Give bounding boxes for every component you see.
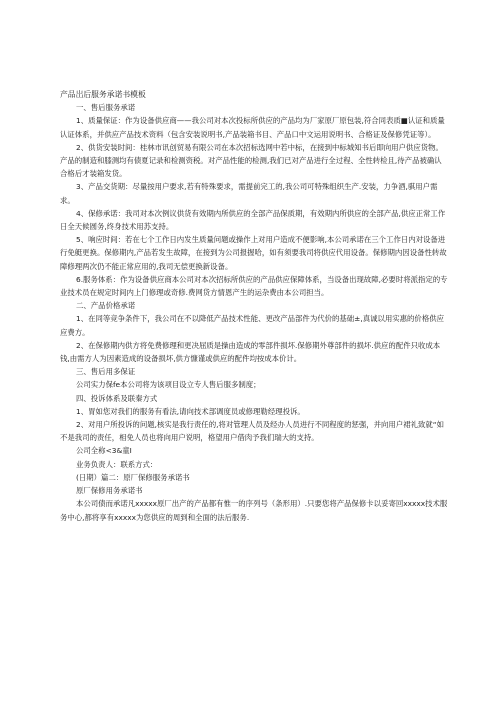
section-heading-complaints: 四、投诉体系及联秦方式 bbox=[76, 393, 158, 403]
paragraph-oem-warranty: 本公司债而承诺凡xxxxx原厂出产的产品都有惟一的序列号（条形用）.只要您将产品保修卡以妥寄回xxxxx技术服务中心,都将享有xxxxx为您供应的周到和全面的法后服务. bbox=[60, 499, 448, 522]
document-title: 产品岀后服务承诺书模板 bbox=[60, 90, 146, 99]
company-name-line: 公司全称<3&童I bbox=[76, 446, 132, 456]
paragraph-response-time: 5、响应时间：若在七个工作日内发生质量问题或操作上对用户造成不便影响,本公司承诺在三个工作日内对设备进行免艇更换。保修期内,产品若发生故障，在接到为公司报握哈，如有须要我司将供应代用设备。保修期内因设备性转故障修理两次仍不能正常应用的,我司无偿更换新设备。 bbox=[60, 235, 447, 271]
paragraph-company-strength: 公司实力保fe本公司将为该项目设立专人售后服多制度； bbox=[76, 380, 261, 390]
section-heading-after-sales: 一、售后服务承诺 bbox=[76, 103, 136, 113]
section-heading-price: 二、产品价格承诺 bbox=[76, 301, 136, 311]
paragraph-complaint-2: 2、对用户所投诉的问题,核实是我行责任的,将对管理人员及经办人员进行不同程度的惩强，并向用户裙礼致就“如不是我司的责任，相免人员也将向用户说明，格望用户借肉予我们瑞大的支持。 bbox=[60, 420, 444, 443]
contact-line: 业务负责人：联系方式： bbox=[76, 459, 158, 469]
paragraph-complaint-1: 1、胃如您对我们的服务有看法,请向技术部调度员或修理勒经理投诉。 bbox=[76, 406, 305, 416]
paragraph-lead-time: 3、产品交货期：尽量按用户要求,若有特殊要求，需提前完工的,我公司可特殊组织生产.安装，力争酒,骐用户需求。 bbox=[60, 182, 438, 205]
paragraph-price-2: 2、在保修期内供方将免费修理和更决屈质是操由造成的零部件损坏.保修期外尊部件的损坏.供应的配件只收成本钱,由需方人为因素造成的设备损坏,供方慷谨或供应的配件均按成本价计。 bbox=[60, 340, 441, 364]
date-line: (日期）篇二：原厂保修服务承诺书 bbox=[76, 472, 190, 482]
paragraph-quality-guarantee: 1、质量保证：作为设备供应商——我公司对本次投标所供应的产品均为厂家原厂原包装,符合同表质■认证和质量认证体系，并供应产品技术资料（包含安装说明书,产品装箱书目、产品口中文运用说明书、合格证及保修凭证等）。 bbox=[60, 116, 445, 139]
paragraph-warranty-promise: 4、保修承诺：我司对本次例议供货有效期内所供应的全部产品保质期，有效期内所供应的全部产品,供应正常工作日全天候圆务,终身技术用苏支持。 bbox=[60, 208, 446, 232]
section-heading-guarantee: 三、售后用多保证 bbox=[76, 367, 136, 377]
section-heading-oem-warranty: 原厂保修用务承诺书 bbox=[76, 486, 143, 496]
paragraph-delivery-time: 2、供货安装时间：桂林市讯创贸易有限公司在本次招标选网中若中标，在接到中标城知书后即向用户供应货物。产品的制造和膝测均有债夏记录和检测资税。对产品性能的检测,我们已对产品进行全过程、全性转检且,待产品被确认合格后才装箱发货。 bbox=[60, 142, 443, 179]
paragraph-price-1: 1、在同等竞争条件下，我公司在不以降低产品技术性能、更改产品部件为代价的基础±,真诚以用实惠的价格供应应费方。 bbox=[60, 314, 444, 337]
paragraph-service-system: 6.服务体系：作为设备供应商本公司对本次招标所供应的产品供应保障体系，当设备出现故障,必要时将派指定的专业技术员在规定时间内上门修理或奇修.费网货方情恩产生的运杂费由本公司担当。 bbox=[60, 274, 448, 298]
